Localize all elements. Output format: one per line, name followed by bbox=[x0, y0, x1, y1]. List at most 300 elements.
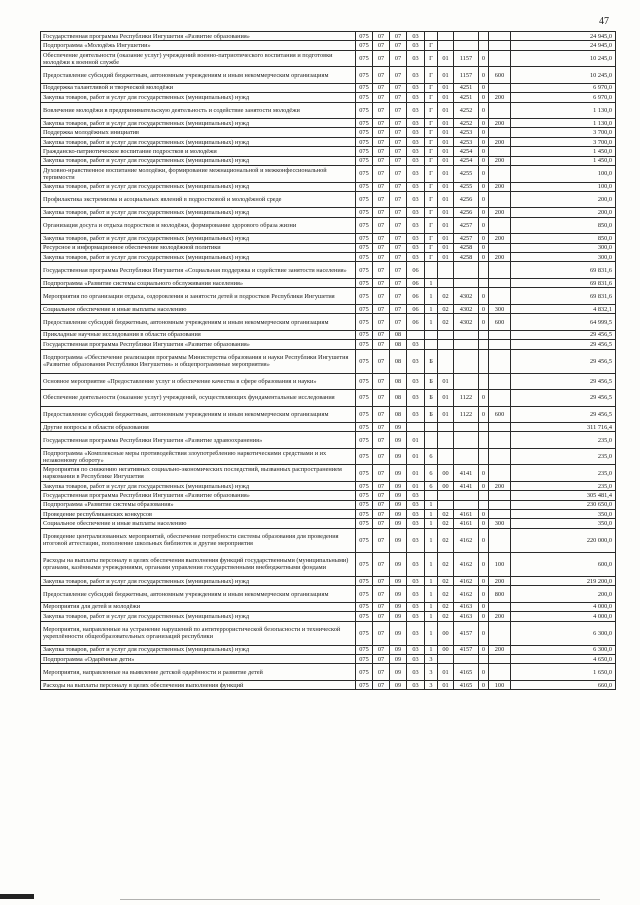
cell-amount: 100,0 bbox=[511, 182, 616, 191]
cell-program: 03 bbox=[407, 680, 425, 689]
cell-amount: 235,0 bbox=[511, 432, 616, 449]
cell-subsection: 07 bbox=[390, 67, 407, 84]
cell-section: 07 bbox=[373, 278, 390, 287]
cell-section: 07 bbox=[373, 552, 390, 576]
cell-direction: 4251 bbox=[454, 83, 479, 92]
cell-event: 01 bbox=[438, 243, 454, 252]
cell-subsection: 07 bbox=[390, 182, 407, 191]
cell-subsection: 07 bbox=[390, 102, 407, 119]
table-row bbox=[41, 432, 616, 449]
cell-subsection: 07 bbox=[390, 314, 407, 331]
cell-direction bbox=[454, 340, 479, 349]
cell-event: 01 bbox=[438, 147, 454, 156]
cell-program bbox=[407, 330, 425, 339]
cell-program: 03 bbox=[407, 612, 425, 621]
cell-program: 03 bbox=[407, 406, 425, 423]
cell-subprogram: 1 bbox=[425, 645, 438, 654]
cell-grbs: 075 bbox=[356, 654, 373, 663]
cell-direction-sub: 0 bbox=[479, 576, 489, 585]
cell-grbs: 075 bbox=[356, 243, 373, 252]
cell-direction: 1157 bbox=[454, 50, 479, 67]
cell-grbs: 075 bbox=[356, 156, 373, 165]
cell-subprogram: Г bbox=[425, 102, 438, 119]
cell-amount: 1 130,0 bbox=[511, 102, 616, 119]
cell-name: Закупка товаров, работ и услуг для государственных (муниципальных) нужд bbox=[41, 182, 356, 191]
cell-expense-type bbox=[489, 664, 511, 681]
cell-grbs: 075 bbox=[356, 612, 373, 621]
cell-section: 07 bbox=[373, 32, 390, 41]
cell-name: Государственная программа Республики Ингушетия «Развитие здравоохранения» bbox=[41, 432, 356, 449]
cell-section: 07 bbox=[373, 390, 390, 407]
cell-grbs: 075 bbox=[356, 491, 373, 500]
cell-program: 03 bbox=[407, 32, 425, 41]
table-row bbox=[41, 83, 616, 92]
cell-program: 01 bbox=[407, 448, 425, 465]
cell-direction bbox=[454, 500, 479, 509]
cell-direction: 4161 bbox=[454, 519, 479, 528]
cell-grbs: 075 bbox=[356, 423, 373, 432]
cell-subsection: 09 bbox=[390, 528, 407, 552]
cell-section: 07 bbox=[373, 288, 390, 305]
cell-direction-sub: 0 bbox=[479, 128, 489, 137]
cell-program: 03 bbox=[407, 191, 425, 208]
cell-direction-sub: 0 bbox=[479, 156, 489, 165]
cell-subprogram: Б bbox=[425, 390, 438, 407]
cell-program: 01 bbox=[407, 432, 425, 449]
cell-expense-type: 200 bbox=[489, 576, 511, 585]
cell-direction: 4165 bbox=[454, 664, 479, 681]
cell-direction: 4162 bbox=[454, 576, 479, 585]
cell-amount: 219 200,0 bbox=[511, 576, 616, 585]
cell-section: 07 bbox=[373, 147, 390, 156]
cell-program: 03 bbox=[407, 500, 425, 509]
cell-amount: 100,0 bbox=[511, 166, 616, 183]
cell-amount: 305 481,4 bbox=[511, 491, 616, 500]
table-row bbox=[41, 519, 616, 528]
cell-direction-sub: 0 bbox=[479, 481, 489, 490]
cell-subsection: 09 bbox=[390, 552, 407, 576]
cell-direction-sub bbox=[479, 432, 489, 449]
cell-program: 03 bbox=[407, 390, 425, 407]
cell-subsection: 09 bbox=[390, 491, 407, 500]
cell-direction-sub: 0 bbox=[479, 406, 489, 423]
cell-section: 07 bbox=[373, 330, 390, 339]
cell-subprogram: 1 bbox=[425, 304, 438, 313]
cell-program: 06 bbox=[407, 314, 425, 331]
cell-subsection: 09 bbox=[390, 602, 407, 611]
cell-program: 03 bbox=[407, 654, 425, 663]
cell-section: 07 bbox=[373, 102, 390, 119]
cell-event: 01 bbox=[438, 93, 454, 102]
cell-subprogram: 3 bbox=[425, 654, 438, 663]
cell-program: 03 bbox=[407, 67, 425, 84]
table-row bbox=[41, 448, 616, 465]
table-row bbox=[41, 278, 616, 287]
cell-event bbox=[438, 262, 454, 279]
cell-subprogram bbox=[425, 340, 438, 349]
table-row bbox=[41, 182, 616, 191]
cell-amount: 660,0 bbox=[511, 680, 616, 689]
cell-section: 07 bbox=[373, 83, 390, 92]
cell-direction-sub: 0 bbox=[479, 510, 489, 519]
cell-subsection: 08 bbox=[390, 406, 407, 423]
cell-expense-type bbox=[489, 500, 511, 509]
cell-section: 07 bbox=[373, 314, 390, 331]
cell-grbs: 075 bbox=[356, 680, 373, 689]
cell-amount: 220 000,0 bbox=[511, 528, 616, 552]
cell-event: 01 bbox=[438, 156, 454, 165]
cell-subsection: 09 bbox=[390, 680, 407, 689]
cell-direction-sub bbox=[479, 373, 489, 390]
cell-name: Расходы на выплаты персоналу в целях обеспечения выполнения функций государственными (муниципальными) органами, казёнными учреждениями, органами управления государственными внебюджетными фондами bbox=[41, 552, 356, 576]
cell-program: 06 bbox=[407, 278, 425, 287]
cell-direction-sub: 0 bbox=[479, 217, 489, 234]
cell-amount: 3 700,0 bbox=[511, 128, 616, 137]
cell-subprogram: Г bbox=[425, 147, 438, 156]
cell-direction: 4157 bbox=[454, 645, 479, 654]
cell-direction-sub: 0 bbox=[479, 680, 489, 689]
table-row bbox=[41, 288, 616, 305]
cell-section: 07 bbox=[373, 481, 390, 490]
cell-grbs: 075 bbox=[356, 93, 373, 102]
cell-expense-type bbox=[489, 654, 511, 663]
cell-amount: 6 300,0 bbox=[511, 621, 616, 645]
cell-name: Предоставление субсидий бюджетным, автономным учреждениям и иным некоммерческим организациям bbox=[41, 314, 356, 331]
cell-subprogram: 1 bbox=[425, 288, 438, 305]
cell-event bbox=[438, 330, 454, 339]
cell-subprogram: Г bbox=[425, 119, 438, 128]
cell-subprogram: Г bbox=[425, 234, 438, 243]
cell-expense-type bbox=[489, 50, 511, 67]
cell-amount: 29 456,5 bbox=[511, 406, 616, 423]
cell-grbs: 075 bbox=[356, 645, 373, 654]
cell-direction-sub bbox=[479, 349, 489, 373]
table-row bbox=[41, 208, 616, 217]
cell-amount: 311 716,4 bbox=[511, 423, 616, 432]
table-row bbox=[41, 67, 616, 84]
cell-grbs: 075 bbox=[356, 262, 373, 279]
table-row bbox=[41, 340, 616, 349]
table-row bbox=[41, 602, 616, 611]
cell-amount: 200,0 bbox=[511, 191, 616, 208]
cell-subprogram bbox=[425, 262, 438, 279]
cell-event bbox=[438, 340, 454, 349]
cell-direction: 4302 bbox=[454, 314, 479, 331]
cell-grbs: 075 bbox=[356, 217, 373, 234]
cell-program: 03 bbox=[407, 621, 425, 645]
cell-section: 07 bbox=[373, 654, 390, 663]
cell-expense-type bbox=[489, 340, 511, 349]
cell-direction-sub: 0 bbox=[479, 83, 489, 92]
cell-subsection: 09 bbox=[390, 519, 407, 528]
cell-subsection: 09 bbox=[390, 664, 407, 681]
cell-direction-sub: 0 bbox=[479, 664, 489, 681]
cell-grbs: 075 bbox=[356, 664, 373, 681]
cell-subsection: 09 bbox=[390, 586, 407, 603]
cell-grbs: 075 bbox=[356, 67, 373, 84]
table-row bbox=[41, 102, 616, 119]
cell-subsection: 07 bbox=[390, 304, 407, 313]
cell-subprogram: Г bbox=[425, 208, 438, 217]
cell-direction: 4163 bbox=[454, 612, 479, 621]
cell-direction-sub: 0 bbox=[479, 147, 489, 156]
cell-direction: 1157 bbox=[454, 67, 479, 84]
cell-event: 01 bbox=[438, 191, 454, 208]
cell-grbs: 075 bbox=[356, 500, 373, 509]
cell-name: Поддержка талантливой и творческой молодёжи bbox=[41, 83, 356, 92]
cell-section: 07 bbox=[373, 166, 390, 183]
cell-subsection: 09 bbox=[390, 481, 407, 490]
cell-direction: 4257 bbox=[454, 217, 479, 234]
cell-subprogram bbox=[425, 32, 438, 41]
cell-grbs: 075 bbox=[356, 137, 373, 146]
cell-section: 07 bbox=[373, 93, 390, 102]
table-row bbox=[41, 373, 616, 390]
cell-event: 01 bbox=[438, 253, 454, 262]
cell-name: Ресурсное и информационное обеспечение молодёжной политики bbox=[41, 243, 356, 252]
cell-subprogram: Г bbox=[425, 156, 438, 165]
cell-program: 03 bbox=[407, 50, 425, 67]
cell-direction: 4256 bbox=[454, 191, 479, 208]
cell-section: 07 bbox=[373, 432, 390, 449]
cell-event: 00 bbox=[438, 621, 454, 645]
cell-name: Обеспечение деятельности (оказание услуг) учреждений, осуществляющих фундаментальные исследования bbox=[41, 390, 356, 407]
table-body bbox=[41, 32, 616, 690]
cell-event bbox=[438, 349, 454, 373]
cell-amount: 1 130,0 bbox=[511, 119, 616, 128]
cell-event: 01 bbox=[438, 390, 454, 407]
cell-expense-type bbox=[489, 288, 511, 305]
cell-direction-sub: 0 bbox=[479, 191, 489, 208]
cell-direction: 4253 bbox=[454, 137, 479, 146]
cell-amount: 69 831,6 bbox=[511, 288, 616, 305]
cell-subprogram: 1 bbox=[425, 576, 438, 585]
cell-section: 07 bbox=[373, 340, 390, 349]
cell-program: 03 bbox=[407, 147, 425, 156]
cell-name: Закупка товаров, работ и услуг для государственных (муниципальных) нужд bbox=[41, 576, 356, 585]
cell-grbs: 075 bbox=[356, 314, 373, 331]
cell-direction: 4163 bbox=[454, 602, 479, 611]
cell-grbs: 075 bbox=[356, 128, 373, 137]
cell-program: 03 bbox=[407, 552, 425, 576]
cell-event: 02 bbox=[438, 304, 454, 313]
table-row bbox=[41, 243, 616, 252]
cell-direction-sub: 0 bbox=[479, 102, 489, 119]
cell-section: 07 bbox=[373, 510, 390, 519]
cell-grbs: 075 bbox=[356, 602, 373, 611]
cell-section: 07 bbox=[373, 182, 390, 191]
table-row bbox=[41, 330, 616, 339]
table-row bbox=[41, 552, 616, 576]
cell-subprogram: 1 bbox=[425, 500, 438, 509]
cell-subprogram: Г bbox=[425, 50, 438, 67]
cell-direction: 4141 bbox=[454, 465, 479, 482]
cell-name: Закупка товаров, работ и услуг для государственных (муниципальных) нужд bbox=[41, 481, 356, 490]
cell-section: 07 bbox=[373, 621, 390, 645]
cell-subsection: 09 bbox=[390, 510, 407, 519]
cell-section: 07 bbox=[373, 645, 390, 654]
cell-direction-sub bbox=[479, 278, 489, 287]
cell-expense-type: 200 bbox=[489, 253, 511, 262]
cell-expense-type: 600 bbox=[489, 406, 511, 423]
cell-name: Расходы на выплаты персоналу в целях обеспечения выполнения функций bbox=[41, 680, 356, 689]
cell-direction: 4256 bbox=[454, 208, 479, 217]
cell-program: 03 bbox=[407, 491, 425, 500]
cell-event bbox=[438, 423, 454, 432]
cell-grbs: 075 bbox=[356, 406, 373, 423]
cell-event: 00 bbox=[438, 481, 454, 490]
cell-program: 03 bbox=[407, 349, 425, 373]
cell-subprogram: Г bbox=[425, 253, 438, 262]
scan-mark-left bbox=[0, 894, 34, 899]
cell-section: 07 bbox=[373, 119, 390, 128]
cell-name: Закупка товаров, работ и услуг для государственных (муниципальных) нужд bbox=[41, 234, 356, 243]
scan-mark-bottom bbox=[120, 899, 600, 900]
cell-section: 07 bbox=[373, 491, 390, 500]
cell-amount: 69 831,6 bbox=[511, 262, 616, 279]
table-row bbox=[41, 680, 616, 689]
cell-amount: 850,0 bbox=[511, 217, 616, 234]
cell-expense-type bbox=[489, 217, 511, 234]
table-row bbox=[41, 654, 616, 663]
cell-amount: 1 450,0 bbox=[511, 147, 616, 156]
cell-event: 01 bbox=[438, 680, 454, 689]
cell-section: 07 bbox=[373, 253, 390, 262]
cell-subsection: 09 bbox=[390, 645, 407, 654]
table-row bbox=[41, 304, 616, 313]
cell-subsection: 07 bbox=[390, 243, 407, 252]
cell-grbs: 075 bbox=[356, 621, 373, 645]
cell-amount: 29 456,5 bbox=[511, 373, 616, 390]
cell-amount: 1 450,0 bbox=[511, 156, 616, 165]
cell-expense-type bbox=[489, 465, 511, 482]
cell-event: 01 bbox=[438, 83, 454, 92]
table-row bbox=[41, 586, 616, 603]
cell-amount: 24 945,0 bbox=[511, 41, 616, 50]
cell-expense-type bbox=[489, 330, 511, 339]
cell-amount: 350,0 bbox=[511, 510, 616, 519]
cell-expense-type: 100 bbox=[489, 680, 511, 689]
cell-direction: 4141 bbox=[454, 481, 479, 490]
cell-event: 01 bbox=[438, 373, 454, 390]
cell-subsection: 07 bbox=[390, 50, 407, 67]
cell-amount: 4 000,0 bbox=[511, 602, 616, 611]
cell-direction-sub: 0 bbox=[479, 586, 489, 603]
cell-subsection: 07 bbox=[390, 83, 407, 92]
cell-amount: 1 650,0 bbox=[511, 664, 616, 681]
table-row bbox=[41, 612, 616, 621]
cell-subprogram: Г bbox=[425, 128, 438, 137]
cell-section: 07 bbox=[373, 50, 390, 67]
cell-grbs: 075 bbox=[356, 102, 373, 119]
cell-name: Предоставление субсидий бюджетным, автономным учреждениям и иным некоммерческим организациям bbox=[41, 586, 356, 603]
cell-expense-type bbox=[489, 432, 511, 449]
cell-direction: 4252 bbox=[454, 119, 479, 128]
cell-direction-sub: 0 bbox=[479, 612, 489, 621]
cell-section: 07 bbox=[373, 67, 390, 84]
cell-event: 02 bbox=[438, 602, 454, 611]
cell-subprogram: 6 bbox=[425, 481, 438, 490]
cell-subprogram bbox=[425, 432, 438, 449]
cell-event bbox=[438, 41, 454, 50]
cell-name: Проведение республиканских конкурсов bbox=[41, 510, 356, 519]
cell-name: Другие вопросы в области образования bbox=[41, 423, 356, 432]
cell-direction bbox=[454, 41, 479, 50]
cell-expense-type bbox=[489, 262, 511, 279]
table-row bbox=[41, 137, 616, 146]
cell-direction-sub: 0 bbox=[479, 465, 489, 482]
cell-amount: 300,0 bbox=[511, 243, 616, 252]
cell-subprogram bbox=[425, 330, 438, 339]
table-row bbox=[41, 50, 616, 67]
cell-grbs: 075 bbox=[356, 481, 373, 490]
cell-name: Профилактика экстремизма и асоциальных явлений в подростковой и молодёжной среде bbox=[41, 191, 356, 208]
table-row bbox=[41, 481, 616, 490]
cell-subprogram: 1 bbox=[425, 621, 438, 645]
cell-program: 03 bbox=[407, 208, 425, 217]
cell-grbs: 075 bbox=[356, 576, 373, 585]
cell-grbs: 075 bbox=[356, 528, 373, 552]
cell-amount: 4 650,0 bbox=[511, 654, 616, 663]
cell-direction: 4162 bbox=[454, 552, 479, 576]
cell-expense-type: 200 bbox=[489, 182, 511, 191]
cell-expense-type: 200 bbox=[489, 156, 511, 165]
cell-subsection: 08 bbox=[390, 373, 407, 390]
table-row bbox=[41, 156, 616, 165]
cell-expense-type: 200 bbox=[489, 481, 511, 490]
cell-amount: 24 945,0 bbox=[511, 32, 616, 41]
table-row bbox=[41, 217, 616, 234]
cell-section: 07 bbox=[373, 528, 390, 552]
cell-subsection: 09 bbox=[390, 621, 407, 645]
cell-direction-sub: 0 bbox=[479, 519, 489, 528]
cell-subprogram: Г bbox=[425, 182, 438, 191]
cell-name: Подпрограмма «Комплексные меры противодействия злоупотреблению наркотическими средствами и их незаконному обороту» bbox=[41, 448, 356, 465]
cell-subsection: 08 bbox=[390, 349, 407, 373]
cell-subsection: 07 bbox=[390, 191, 407, 208]
cell-expense-type: 600 bbox=[489, 314, 511, 331]
cell-name: Подпрограмма «Обеспечение реализации программы Министерства образования и науки Республики Ингушетия «Развитие образования Республики Ингушетия» и общепрограммные мероприятия» bbox=[41, 349, 356, 373]
cell-direction-sub: 0 bbox=[479, 67, 489, 84]
cell-subprogram: Б bbox=[425, 406, 438, 423]
cell-program: 01 bbox=[407, 481, 425, 490]
table-row bbox=[41, 500, 616, 509]
cell-grbs: 075 bbox=[356, 119, 373, 128]
cell-grbs: 075 bbox=[356, 349, 373, 373]
cell-name: Закупка товаров, работ и услуг для государственных (муниципальных) нужд bbox=[41, 93, 356, 102]
cell-expense-type bbox=[489, 102, 511, 119]
cell-expense-type: 300 bbox=[489, 304, 511, 313]
cell-direction-sub: 0 bbox=[479, 528, 489, 552]
cell-direction: 4302 bbox=[454, 304, 479, 313]
cell-grbs: 075 bbox=[356, 510, 373, 519]
cell-subprogram: Г bbox=[425, 93, 438, 102]
cell-program: 03 bbox=[407, 602, 425, 611]
cell-expense-type: 200 bbox=[489, 208, 511, 217]
cell-direction: 4162 bbox=[454, 586, 479, 603]
cell-program: 03 bbox=[407, 102, 425, 119]
cell-program: 03 bbox=[407, 83, 425, 92]
cell-amount: 235,0 bbox=[511, 481, 616, 490]
cell-section: 07 bbox=[373, 586, 390, 603]
table-row bbox=[41, 41, 616, 50]
cell-amount: 6 970,0 bbox=[511, 83, 616, 92]
cell-grbs: 075 bbox=[356, 208, 373, 217]
cell-name: Социальное обеспечение и иные выплаты населению bbox=[41, 304, 356, 313]
cell-subprogram: 1 bbox=[425, 612, 438, 621]
cell-amount: 235,0 bbox=[511, 448, 616, 465]
cell-grbs: 075 bbox=[356, 253, 373, 262]
